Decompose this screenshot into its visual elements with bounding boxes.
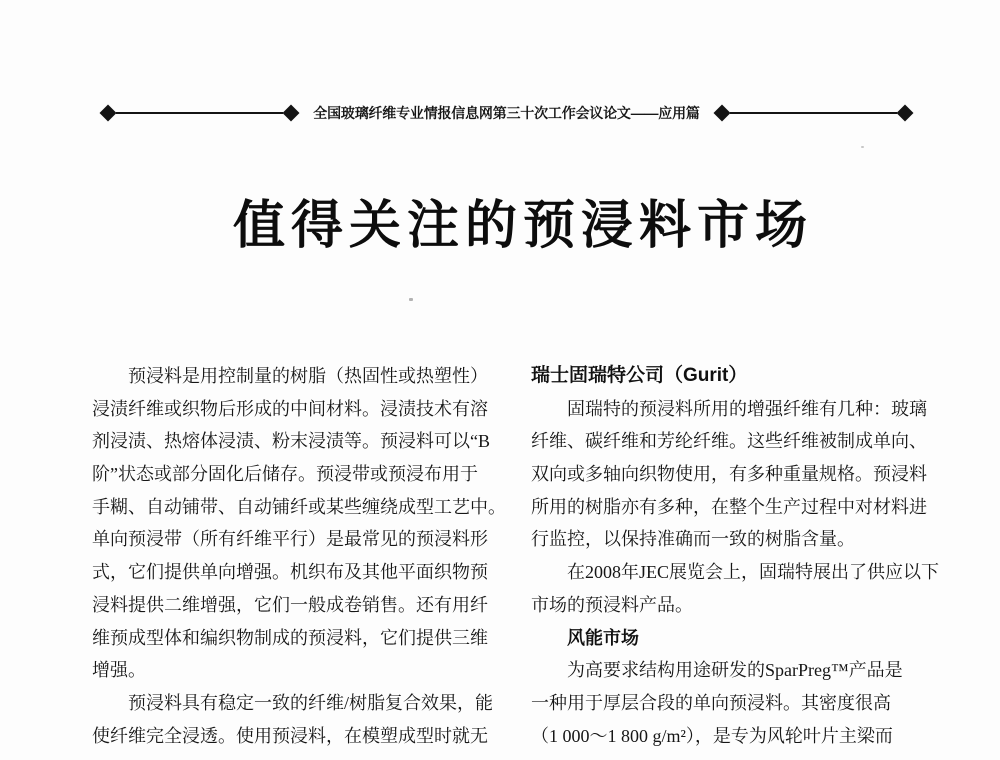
text-line: 增强。 <box>92 660 146 681</box>
text-line: 行监控，以保持准确而一致的树脂含量。 <box>531 529 855 550</box>
subsection-heading-wind-energy: 风能市场 <box>567 627 639 648</box>
text-line: 市场的预浸料产品。 <box>531 594 693 615</box>
text-line: 为高要求结构用途研发的SparPreg™产品是 <box>567 660 903 681</box>
text-line: 固瑞特的预浸料所用的增强纤维有几种：玻璃 <box>567 398 927 419</box>
text-line: 维预成型体和编织物制成的预浸料，它们提供三维 <box>92 627 488 648</box>
left-column <box>92 360 506 752</box>
text-line: 预浸料具有稳定一致的纤维/树脂复合效果，能 <box>128 692 493 713</box>
section-heading-gurit: 瑞士固瑞特公司（Gurit） <box>531 365 748 386</box>
text-line: 浸渍纤维或织物后形成的中间材料。浸渍技术有溶 <box>92 398 488 419</box>
text-line: （1 000～1 800 g/m²），是专为风轮叶片主梁而 <box>531 725 893 746</box>
text-line: 使纤维完全浸透。使用预浸料，在模塑成型时就无 <box>92 725 488 746</box>
text-line: 一种用于厚层合段的单向预浸料。其密度很高 <box>531 692 891 713</box>
text-line: 纤维、碳纤维和芳纶纤维。这些纤维被制成单向、 <box>531 431 927 452</box>
text-line: 在2008年JEC展览会上，固瑞特展出了供应以下 <box>567 562 940 583</box>
text-line: 预浸料是用控制量的树脂（热固性或热塑性） <box>128 366 488 386</box>
scan-speck <box>861 146 864 148</box>
text-line: 剂浸渍、热熔体浸渍、粉末浸渍等。预浸料可以“B <box>92 431 490 452</box>
text-line: 式，它们提供单向增强。机织布及其他平面织物预 <box>92 562 488 583</box>
text-line: 双向或多轴向织物使用，有多种重量规格。预浸料 <box>531 464 927 485</box>
scan-speck <box>409 298 413 301</box>
text-line: 单向预浸带（所有纤维平行）是最常见的预浸料形 <box>92 529 488 550</box>
page-header <box>100 102 913 124</box>
rule-line <box>116 112 283 114</box>
text-line: 浸料提供二维增强，它们一般成卷销售。还有用纤 <box>92 594 488 615</box>
right-column <box>531 360 940 752</box>
header-rule-right <box>714 107 913 119</box>
diamond-icon <box>283 105 300 122</box>
header-caption: 全国玻璃纤维专业情报信息网第三十次工作会议论文——应用篇 <box>313 105 700 121</box>
rule-line <box>730 112 897 114</box>
text-line: 手糊、自动铺带、自动铺纤或某些缠绕成型工艺中。 <box>92 496 506 517</box>
diamond-icon <box>713 105 730 122</box>
text-line: 阶”状态或部分固化后储存。预浸带或预浸布用于 <box>92 464 478 485</box>
header-rule-left <box>100 107 299 119</box>
diamond-icon <box>100 105 117 122</box>
text-line: 所用的树脂亦有多种，在整个生产过程中对材料进 <box>531 496 927 517</box>
page-title: 值得关注的预浸料市场 <box>232 198 813 255</box>
diamond-icon <box>897 105 914 122</box>
